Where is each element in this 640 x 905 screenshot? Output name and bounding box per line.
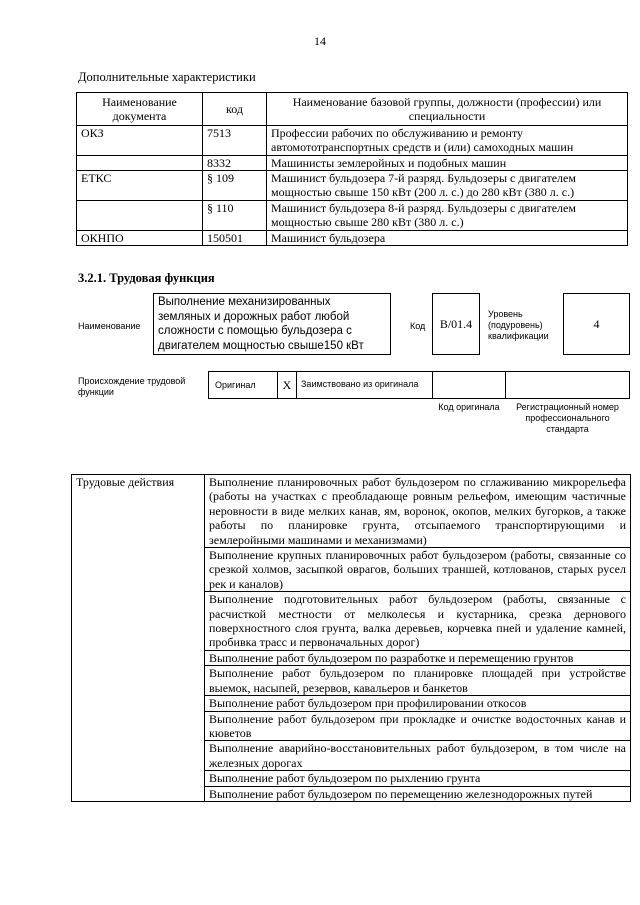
- level-value: 4: [593, 316, 600, 331]
- labor-actions-label: Трудовые действия: [72, 475, 205, 802]
- section-title: 3.2.1. Трудовая функция: [78, 271, 215, 285]
- row-code: § 110: [203, 201, 267, 231]
- labor-action-item: Выполнение планировочных работ бульдозером по сглаживанию микрорельефа (работы на участках с преобладающе ровным рельефом, имеющим частичные неровности в виде мелких канав, ям, воронок, окопов, мелких бугорков, а также работы по планировке грунта, отсыпаемого транспортирующими и землеройными машинами и механизмами): [205, 475, 631, 548]
- labor-action-item: Выполнение подготовительных работ бульдозером (работы, связанные с расчисткой местности от мелколесья и кустарника, срезка дернового поверхностного слоя грунта, валка деревьев, корчевка пней и удаление камней, пробивка трасс и первоначальных дорог): [205, 592, 631, 651]
- labor-action-item: Выполнение работ бульдозером по рыхлению грунта: [205, 771, 631, 786]
- table-row: [72, 475, 631, 548]
- additional-characteristics-title: Дополнительные характеристики: [78, 70, 256, 84]
- function-code-box: [432, 293, 480, 355]
- row-document: [77, 201, 203, 231]
- row-name: Машинист бульдозера: [267, 231, 628, 246]
- borrowed-label: Заимствовано из оригинала: [301, 379, 419, 389]
- name-label: Наименование: [78, 321, 141, 331]
- code-original-cell: [432, 371, 506, 399]
- original-cell: [208, 371, 278, 399]
- row-document: ЕТКС: [77, 171, 203, 201]
- labor-actions-table: [71, 474, 631, 802]
- labor-action-item: Выполнение работ бульдозером при прокладке и очистке водосточных канав и кюветов: [205, 711, 631, 741]
- reg-number-label: Регистрационный номер профессионального стандарта: [516, 402, 619, 434]
- level-box: [563, 293, 630, 355]
- table-row: [77, 201, 628, 231]
- labor-action-item: Выполнение работ бульдозером по перемещению железнодорожных путей: [205, 786, 631, 801]
- original-label: Оригинал: [215, 379, 256, 390]
- row-document: ОКНПО: [77, 231, 203, 246]
- header-document-name: Наименование документа: [77, 93, 203, 126]
- level-label: Уровень (подуровень) квалификации: [488, 309, 549, 341]
- original-mark: X: [282, 377, 292, 392]
- code-original-label: Код оригинала: [438, 402, 500, 412]
- row-name: Машинисты землеройных и подобных машин: [267, 156, 628, 171]
- page-number: 14: [314, 34, 326, 48]
- labor-action-item: Выполнение работ бульдозером при профилировании откосов: [205, 696, 631, 711]
- row-document: [77, 156, 203, 171]
- function-code-value: B/01.4: [439, 316, 473, 331]
- labor-action-item: Выполнение аварийно-восстановительных работ бульдозером, в том числе на железных дорогах: [205, 741, 631, 771]
- borrowed-cell: [296, 371, 433, 399]
- row-name: Машинист бульдозера 8-й разряд. Бульдозеры с двигателем мощностью свыше 280 кВт (380 л. с.): [267, 201, 628, 231]
- table-row: [77, 231, 628, 246]
- labor-action-item: Выполнение крупных планировочных работ бульдозером (работы, связанные со срезкой холмов, засыпкой оврагов, больших траншей, котлованов, старых русел рек и каналов): [205, 548, 631, 592]
- reg-number-cell: [505, 371, 630, 399]
- row-code: 8332: [203, 156, 267, 171]
- row-code: 150501: [203, 231, 267, 246]
- row-code: § 109: [203, 171, 267, 201]
- table-row: [77, 171, 628, 201]
- table-header-row: [77, 93, 628, 126]
- additional-characteristics-table: [76, 92, 628, 246]
- origin-label: Происхождение трудовой функции: [78, 376, 186, 397]
- row-name: Машинист бульдозера 7-й разряд. Бульдозеры с двигателем мощностью свыше 150 кВт (200 л. с.) до 280 кВт (380 л. с.): [267, 171, 628, 201]
- original-mark-cell: [277, 371, 297, 399]
- labor-action-item: Выполнение работ бульдозером по разработке и перемещению грунтов: [205, 650, 631, 665]
- row-code: 7513: [203, 126, 267, 156]
- header-code: код: [203, 93, 267, 126]
- table-row: [77, 156, 628, 171]
- row-name: Профессии рабочих по обслуживанию и ремонту автомототранспортных средств и (или) самоходных машин: [267, 126, 628, 156]
- header-group-name: Наименование базовой группы, должности (профессии) или специальности: [267, 93, 628, 126]
- labor-action-item: Выполнение работ бульдозером по планировке площадей при устройстве выемок, насыпей, резервов, кавальеров и банкетов: [205, 666, 631, 696]
- code-label: Код: [410, 321, 426, 331]
- table-row: [77, 126, 628, 156]
- function-name-box: Выполнение механизированных земляных и дорожных работ любой сложности с помощью бульдозера с двигателем мощностью свыше150 кВт: [153, 293, 391, 355]
- row-document: ОКЗ: [77, 126, 203, 156]
